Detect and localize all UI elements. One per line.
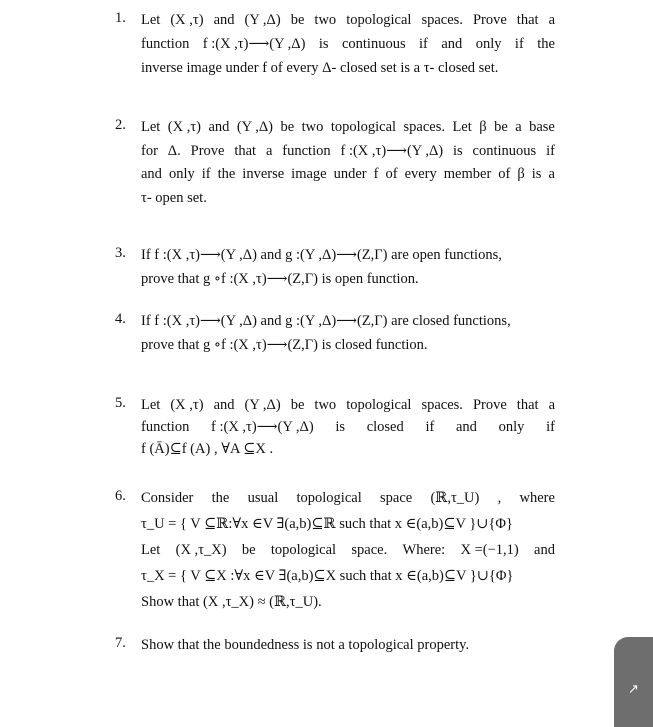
problem-line: τ_X = { V ⊆X :∀x ∈V ∃(a,b)⊆X such that x ∈(a,b)⊆V }∪{Φ}	[141, 568, 514, 584]
problem-number: 7.	[115, 635, 126, 651]
word: f :(X ,τ)⟶(Y ,Δ)	[202, 36, 306, 52]
problem-line	[141, 10, 555, 30]
word: be	[290, 12, 305, 28]
problem-line: prove that g ∘f :(X ,τ)⟶(Z,Γ) is open function.	[141, 270, 419, 287]
word: Prove	[472, 397, 507, 413]
word: and	[208, 119, 230, 135]
problem-line: prove that g ∘f :(X ,τ)⟶(Z,Γ) is closed function.	[141, 337, 428, 353]
word: and	[213, 12, 235, 28]
word: (X ,τ)	[167, 119, 201, 135]
word: continuous	[341, 36, 406, 52]
problem-number: 6.	[115, 488, 126, 504]
arrow-up-right-icon: ↗	[628, 682, 639, 697]
word: two	[301, 119, 324, 135]
word: f :(X ,τ)⟶(Y ,Δ)	[340, 142, 444, 159]
word: only	[475, 36, 502, 52]
word: spaces.	[421, 397, 463, 413]
word: member	[443, 166, 492, 182]
problem-line	[141, 417, 555, 437]
word: be	[280, 119, 295, 135]
word: if	[546, 419, 555, 435]
word: a	[548, 397, 555, 413]
problem-number: 4.	[115, 311, 126, 327]
word: and	[213, 397, 235, 413]
word: every	[404, 166, 437, 182]
word: continuous	[472, 142, 537, 159]
word: a	[548, 12, 555, 28]
word: Δ.	[167, 142, 181, 159]
word: be	[290, 397, 305, 413]
word: closed	[366, 419, 404, 435]
word: function	[282, 142, 331, 159]
word: f	[373, 166, 379, 182]
word: topological	[330, 119, 397, 135]
word: a	[515, 119, 522, 135]
problem-number: 2.	[115, 117, 126, 133]
word: Let	[452, 119, 472, 135]
word: Where:	[402, 542, 446, 558]
word: be	[494, 119, 508, 135]
word: usual	[247, 490, 279, 506]
word: where	[519, 490, 555, 506]
word: (Y ,Δ)	[244, 12, 281, 28]
word: of	[385, 166, 398, 182]
word: and	[534, 542, 555, 558]
word: the	[217, 166, 236, 182]
word: (Y ,Δ)	[236, 119, 274, 135]
word: spaces.	[403, 119, 445, 135]
word: Let	[141, 119, 161, 135]
word: Let	[141, 12, 161, 28]
word: if	[201, 166, 211, 182]
word: if	[419, 36, 428, 52]
problem-line: τ_U = { V ⊆ℝ:∀x ∈V ∃(a,b)⊆ℝ such that x ∈(a,b)⊆V }∪{Φ}	[141, 516, 513, 532]
word: topological	[296, 490, 362, 506]
word: if	[546, 142, 555, 159]
word: function	[141, 419, 190, 435]
word: inverse	[242, 166, 285, 182]
word: if	[514, 36, 524, 52]
word: two	[314, 12, 337, 28]
problem-number: 1.	[115, 10, 126, 26]
word: space	[380, 490, 413, 506]
word: and	[441, 36, 463, 52]
word: and	[141, 166, 162, 182]
problem-number: 5.	[115, 395, 126, 411]
problem-line: τ- open set.	[141, 189, 207, 206]
word: that	[234, 142, 257, 159]
problem-line: Show that the boundedness is not a topological property.	[141, 637, 470, 653]
word: Prove	[190, 142, 225, 159]
word: only	[168, 166, 195, 182]
problem-line: If f :(X ,τ)⟶(Y ,Δ) and g :(Y ,Δ)⟶(Z,Γ) are open functions,	[141, 247, 502, 263]
problem-line: Show that (X ,τ_X) ≈ (ℝ,τ_U).	[141, 594, 322, 610]
word: (ℝ,τ_U)	[430, 490, 480, 506]
problem-line	[141, 34, 555, 54]
word: of	[498, 166, 511, 182]
word: ,	[497, 490, 502, 506]
word: if	[425, 419, 435, 435]
word: Let	[141, 397, 161, 413]
word: and	[455, 419, 477, 435]
word: is	[531, 166, 542, 182]
word: that	[516, 12, 539, 28]
word: is	[318, 36, 329, 52]
problem-line	[141, 117, 555, 137]
problem-line: inverse image under f of every Δ- closed set is a τ- closed set.	[141, 60, 499, 76]
word: (X ,τ_X)	[175, 542, 227, 558]
word: two	[314, 397, 337, 413]
word: space.	[351, 542, 388, 558]
word: topological	[346, 397, 412, 413]
word: β	[517, 166, 525, 182]
word: X =(−1,1)	[460, 542, 519, 558]
word: image	[291, 166, 327, 182]
word: only	[498, 419, 525, 435]
problem-line	[141, 164, 555, 184]
word: is	[453, 142, 463, 159]
word: that	[516, 397, 539, 413]
word: Prove	[472, 12, 507, 28]
word: base	[529, 119, 555, 135]
word: under	[333, 166, 367, 182]
problem-line	[141, 540, 555, 560]
word: topological	[270, 542, 337, 558]
word: (X ,τ)	[170, 12, 204, 28]
word: is	[335, 419, 346, 435]
word: topological	[346, 12, 412, 28]
word: the	[211, 490, 230, 506]
problem-number: 3.	[115, 245, 126, 261]
word: f :(X ,τ)⟶(Y ,Δ)	[211, 419, 314, 435]
word: be	[241, 542, 256, 558]
word: β	[479, 119, 487, 135]
problem-line	[141, 141, 555, 161]
word: spaces.	[421, 12, 463, 28]
problem-line	[141, 488, 555, 508]
word: the	[537, 36, 555, 52]
word: function	[141, 36, 190, 52]
word: for	[141, 142, 158, 159]
word: (X ,τ)	[170, 397, 204, 413]
word: (Y ,Δ)	[244, 397, 281, 413]
word: Consider	[141, 490, 194, 506]
problem-line: f (Ā)⊆f (A) , ∀A ⊆X .	[141, 441, 274, 457]
problem-line	[141, 395, 555, 415]
word: a	[265, 142, 273, 159]
problem-line: If f :(X ,τ)⟶(Y ,Δ) and g :(Y ,Δ)⟶(Z,Γ) are closed functions,	[141, 313, 511, 329]
word: Let	[141, 542, 161, 558]
word: a	[548, 166, 555, 182]
